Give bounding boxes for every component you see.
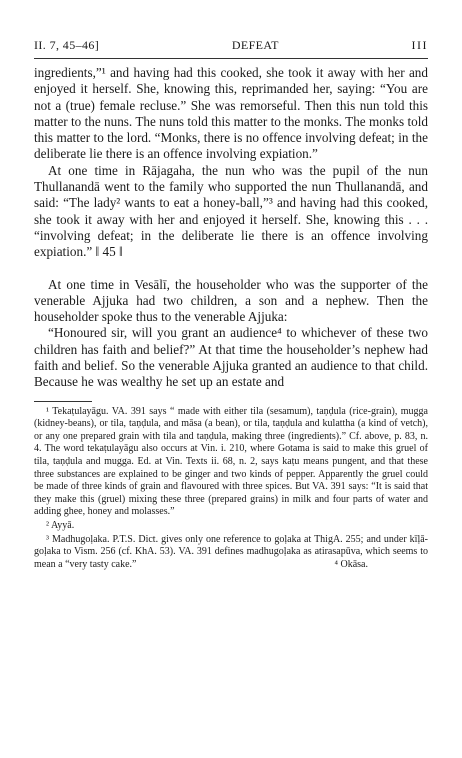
footnote: ⁴ Okāsa. xyxy=(334,559,368,571)
footnotes xyxy=(34,406,428,572)
footnote: ³ Madhugoḷaka. P.T.S. Dict. gives only one reference to goḷaka at ThigA. 255; and under kīḷā-goḷaka to Vism. 256 (cf. KhA. 53). VA. 391 defines madhugoḷaka as atirasapūva, which seems to mean a “very tasty cake.” xyxy=(34,533,428,570)
section-reference: II. 7, 45–46] xyxy=(34,38,100,52)
header-rule xyxy=(34,58,428,59)
footnote: ² Ayyā. xyxy=(46,519,75,531)
paragraph: At one time in Vesālī, the householder who was the supporter of the venerable Ajjuka had two children, a son and a nephew. Then the householder spoke thus to the venerable Ajjuka: xyxy=(34,276,428,325)
running-title: DEFEAT xyxy=(231,38,279,52)
footnote: ¹ Tekaṭulayāgu. VA. 391 says “ made with either tila (sesamum), taṇḍula (rice-grain), mugga (kidney-beans), or tila, taṇḍula, and māsa (a bean), or tila, taṇḍula and kulattha (a kind of vetch), or any one prepared grain with tila and taṇḍula, making three (ingredients).” Cf. above, p. 83, n. 4. The word tekaṭulayāgu also occurs at Vin. i. 210, where Gotama is said to make this gruel of tila, taṇḍula and mugga. Ed. at Vin. Texts ii. 68, n. 2, says kaṭu means pungent, and that these three substances are explained to be ginger and two kinds of pepper. Apparently the gruel could be made of three kinds of grain and flavoured with three spices. But VA. 391 says: “It is said that they make this (gruel) mixing these three (prepared grains) in milk and four parts of water and adding ghee, honey and molasses.” xyxy=(34,405,428,518)
page-number: III xyxy=(411,38,428,52)
running-header xyxy=(34,38,428,54)
book-page xyxy=(34,38,428,573)
main-text xyxy=(34,65,428,391)
footnote-rule xyxy=(34,401,92,402)
paragraph: ingredients,”¹ and having had this cooked, she took it away with her and enjoyed it herself. She, knowing this, reprimanded her, saying: “You are not a (true) female recluse.” She was remorseful. Then this nun told this matter to the nuns. The nuns told this matter to the monks. The monks told this matter to the lord. “Monks, there is no offence involving defeat; in the deliberate lie there is an offence involving expiation.” xyxy=(34,65,428,162)
paragraph: At one time in Rājagaha, the nun who was the pupil of the nun Thullanandā went to the family who supported the nun Thullanandā, and said: “The lady² wants to eat a honey-ball,”³ and having had this cooked, she took it away with her and enjoyed it herself. She, knowing this . . . “involving defeat; in the deliberate lie there is an offence involving expiation.” ‖ 45 ‖ xyxy=(34,162,428,260)
paragraph: “Honoured sir, will you grant an audience⁴ to whichever of these two children has faith and belief?” At that time the householder’s nephew had faith and belief. So the venerable Ajjuka granted an audience to that child. Because he was wealthy he set up an estate and xyxy=(34,325,428,390)
